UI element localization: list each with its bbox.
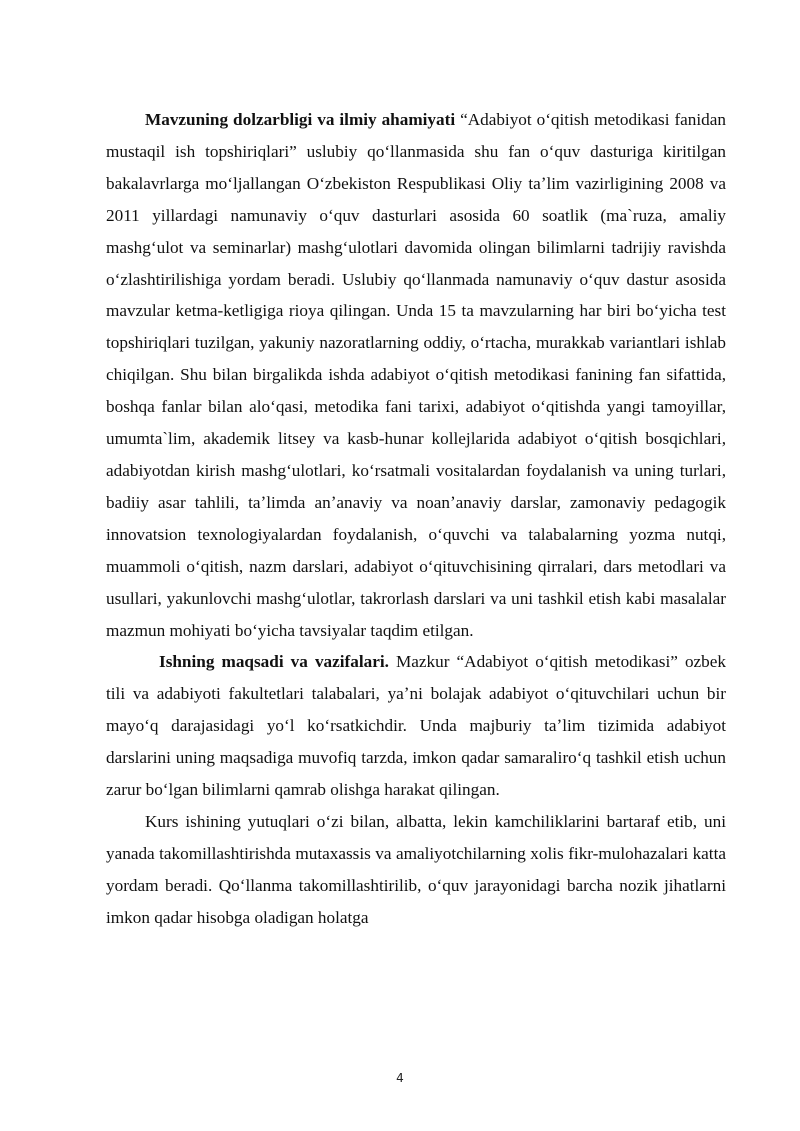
paragraph-text-relevance: “Adabiyot oʻqitish metodikasi fanidan mustaqil ish topshiriqlari” uslubiy qoʻllanmasida shu fan oʻquv dasturiga kiritilgan bakalavrlarga moʻljallangan Oʻzbekiston Respublikasi Oliy taʼlim vazirligining 2008 va 2011 yillardagi namunaviy oʻquv dasturlari asosida 60 soatlik (ma`ruza, amaliy mashgʻulot va seminarlar) mashgʻulotlari davomida olingan bilimlarni tadrijiy ravishda oʻzlashtirilishiga yordam beradi. Uslubiy qoʻllanmada namunaviy oʻquv dastur asosida mavzular ketma-ketligiga rioya qilingan. Unda 15 ta mavzularning har biri boʻyicha test topshiriqlari tuzilgan, yakuniy nazoratlarning oddiy, oʻrtacha, murakkab variantlari ishlab chiqilgan. Shu bilan birgalikda ishda adabiyot oʻqitish metodikasi fanining fan sifattida, boshqa fanlar bilan aloʻqasi, metodika fani tarixi, adabiyot oʻqitishda yangi tamoyillar, umumta`lim, akademik litsey va kasb-hunar kollejlarida adabiyot oʻqitish bosqichlari, adabiyotdan kirish mashgʻulotlari, koʻrsatmali vositalardan foydalanish va uning turlari, badiiy asar tahlili, taʼlimda anʼanaviy va noanʼanaviy darslar, zamonaviy pedagogik innovatsion texnologiyalardan foydalanish, oʻquvchi va talabalarning yozma nutqi, muammoli oʻqitish, nazm darslari, adabiyot oʻqituvchisining qirralari, dars metodlari va usullari, yakunlovchi mashgʻulotlar, takrorlash darslari va uni tashkil etish kabi masalalar mazmun mohiyati boʻyicha tavsiyalar taqdim etilgan. [106, 110, 726, 640]
paragraph-heading-goals: Ishning maqsadi va vazifalari. [159, 652, 389, 672]
paragraph-text-conclusion: Kurs ishining yutuqlari oʻzi bilan, albatta, lekin kamchiliklarini bartaraf etib, uni yanada takomillashtirishda mutaxassis va amaliyotchilarning xolis fikr-mulohazalari katta yordam beradi. Qoʻllanma takomillashtirilib, oʻquv jarayonidagi barcha nozik jihatlarni imkon qadar hisobga oladigan holatga [106, 811, 726, 927]
paragraph-goals [106, 646, 726, 806]
paragraph-conclusion [106, 806, 726, 934]
paragraph-relevance [106, 104, 726, 646]
document-body [106, 104, 726, 934]
page-number: 4 [396, 1071, 404, 1085]
paragraph-heading-relevance: Mavzuning dolzarbligi va ilmiy ahamiyati [145, 110, 456, 129]
paragraph-text-goals: Mazkur “Adabiyot oʻqitish metodikasi” ozbek tili va adabiyoti fakultetlari talabalari, yaʼni bolajak adabiyot oʻqituvchilari uchun bir mayoʻq darajasidagi yoʻl koʻrsatkichdir. Unda majburiy taʼlim tizimida adabiyot darslarini uning maqsadiga muvofiq tarzda, imkon qadar samaraliroʻq tashkil etish uchun zarur boʻlgan bilimlarni qamrab olishga harakat qilingan. [106, 652, 726, 800]
